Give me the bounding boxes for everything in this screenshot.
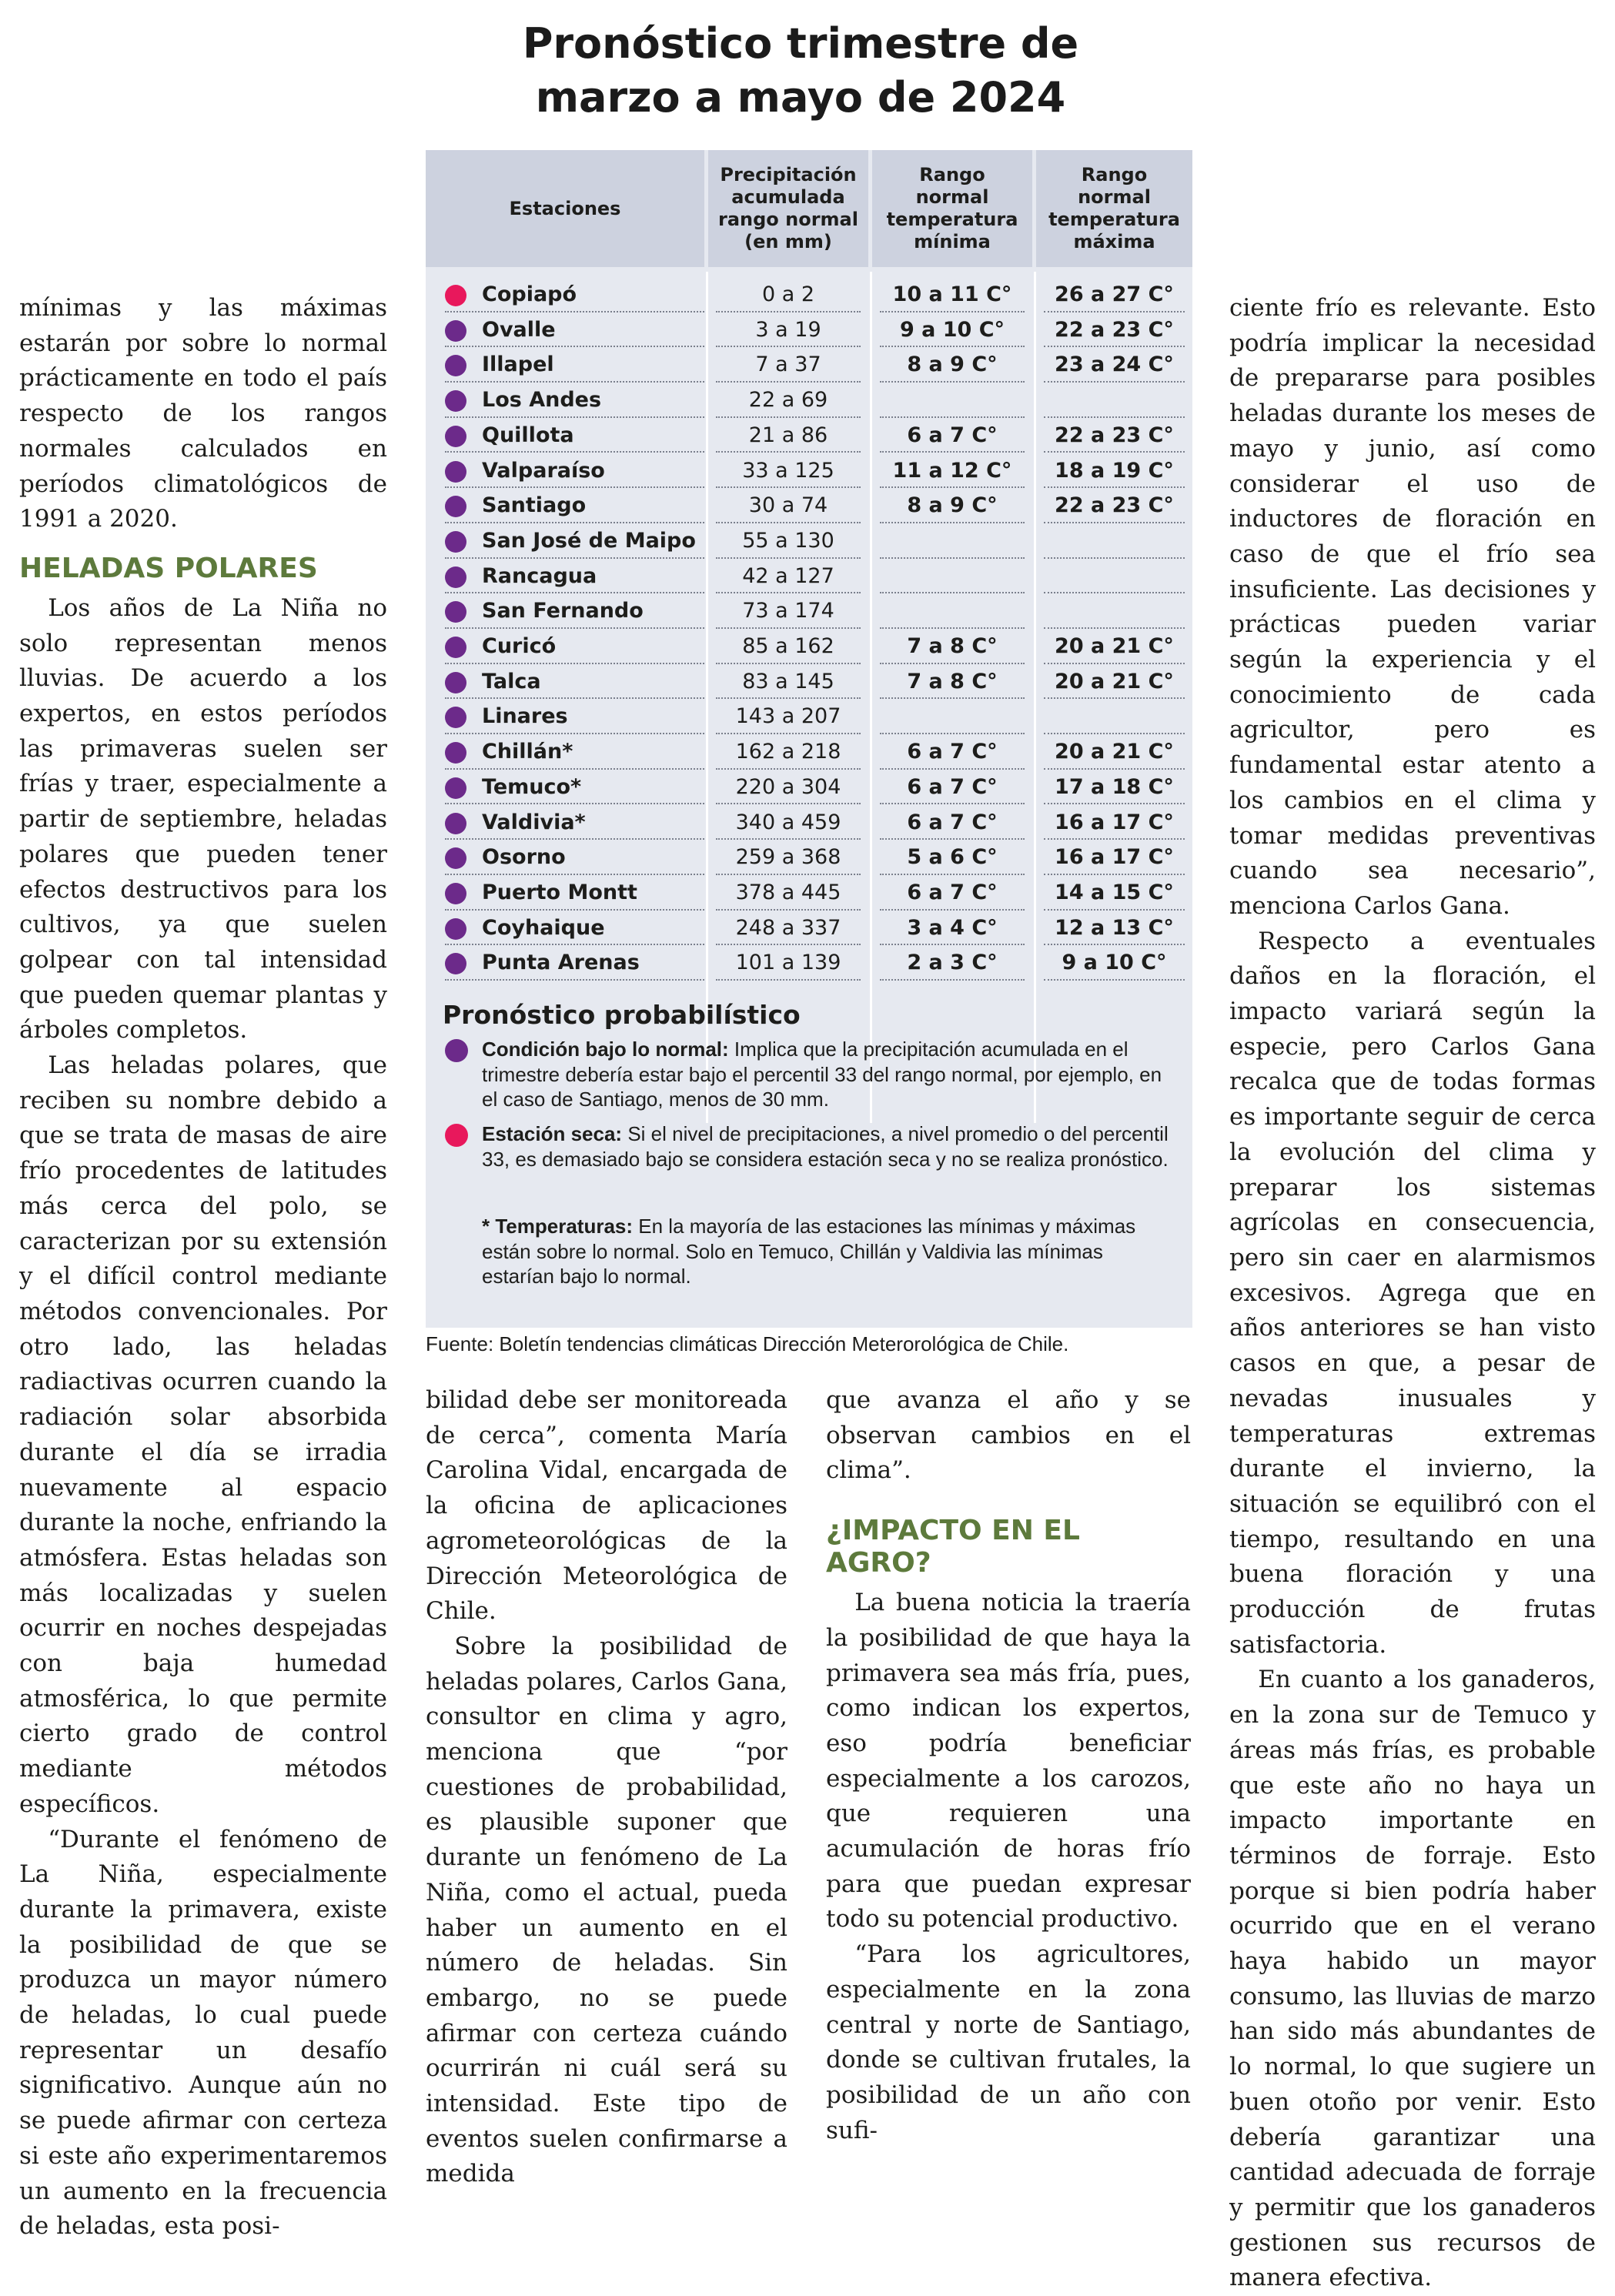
section-heading: HELADAS POLARES	[19, 552, 318, 584]
station-name: Rancagua	[482, 563, 597, 588]
max-temp-value: 18 a 19 C°	[1055, 458, 1174, 483]
max-temp-value: 16 a 17 C°	[1055, 810, 1174, 834]
page-title	[416, 17, 1185, 125]
precip-value: 101 a 139	[735, 951, 841, 975]
estacion-seca-dot-icon	[445, 285, 466, 306]
precip-value: 42 a 127	[742, 563, 834, 588]
title-line-1: Pronóstico trimestre de	[522, 19, 1079, 68]
paragraph: “Para los agricultores, especialmente en la zona central y norte de Santiago, donde se cultivan frutales, la posibilidad de un año con sufi-	[826, 1940, 1191, 2144]
max-temp-value: 9 a 10 C°	[1062, 951, 1167, 975]
table-row	[426, 347, 1192, 383]
max-temp-value: 16 a 17 C°	[1055, 845, 1174, 870]
bajo-normal-dot-icon	[445, 1039, 468, 1062]
station-name: Coyhaique	[482, 915, 605, 940]
precip-value: 55 a 130	[742, 528, 834, 553]
max-temp-value: 20 a 21 C°	[1055, 634, 1174, 658]
table-row	[426, 770, 1192, 805]
bajo-normal-dot-icon	[445, 742, 466, 764]
max-temp-value: 20 a 21 C°	[1055, 740, 1174, 764]
article-column-1	[19, 291, 387, 2244]
min-temp-value: 3 a 4 C°	[907, 915, 998, 940]
bajo-normal-dot-icon	[445, 426, 466, 447]
precip-value: 0 a 2	[761, 282, 815, 306]
table-row	[426, 945, 1192, 981]
row-divider	[880, 979, 1025, 981]
paragraph: bilidad debe ser monitoreada de cerca”, comenta María Carolina Vidal, encargada de la oficina de aplicaciones agrometeorológicas de la Dirección Meteorológica de Chile.	[426, 1386, 787, 1626]
bajo-normal-dot-icon	[445, 707, 466, 728]
paragraph: La buena noticia la traería la posibilidad de que haya la primavera sea más fría, pues, como indican los expertos, eso podría beneficiar especialmente a los carozos, que requieren una acumulación de horas frío para que puedan expresar todo su potencial productivo.	[826, 1589, 1191, 1933]
bajo-normal-dot-icon	[445, 953, 466, 974]
station-name: Ovalle	[482, 317, 556, 342]
legend-estacion-seca: Estación seca: Si el nivel de precipitaciones, a nivel promedio o del percentil 33, es demasiado bajo se considera estación seca y no se realiza pronóstico.	[482, 1122, 1169, 1171]
table-row	[426, 629, 1192, 664]
max-temp-value: 22 a 23 C°	[1055, 423, 1174, 447]
precip-value: 378 a 445	[735, 880, 841, 904]
row-divider	[1044, 979, 1185, 981]
table-row	[426, 911, 1192, 946]
bajo-normal-dot-icon	[445, 601, 466, 623]
min-temp-value: 7 a 8 C°	[907, 669, 998, 693]
paragraph: En cuanto a los ganaderos, en la zona sur de Temuco y áreas más frías, es probable que este año no haya un impacto importante en términos de forraje. Esto porque si bien podría haber ocurrido que en el verano haya habido un mayor consumo, las lluvias de marzo han sido más abundantes de lo normal, lo que sugiere un buen otoño por venir. Esto debería garantizar una cantidad adecuada de forraje y permitir que los ganaderos gestionen sus recursos de manera efectiva.	[1229, 1666, 1596, 2292]
table-row	[426, 488, 1192, 523]
precip-value: 21 a 86	[748, 423, 828, 447]
precip-value: 73 a 174	[742, 599, 834, 623]
max-temp-value: 26 a 27 C°	[1055, 282, 1174, 306]
probabilistic-title: Pronóstico probabilístico	[443, 1000, 801, 1030]
table-row	[426, 277, 1192, 312]
max-temp-value: 23 a 24 C°	[1055, 353, 1174, 377]
table-row	[426, 523, 1192, 559]
station-name: Osorno	[482, 845, 566, 870]
max-temp-value: 17 a 18 C°	[1055, 774, 1174, 799]
max-temp-value: 20 a 21 C°	[1055, 669, 1174, 693]
station-name: Los Andes	[482, 388, 602, 413]
min-temp-value: 6 a 7 C°	[907, 774, 998, 799]
table-row	[426, 593, 1192, 629]
forecast-infobox	[426, 150, 1192, 1328]
max-temp-value: 12 a 13 C°	[1055, 915, 1174, 940]
table-row	[426, 734, 1192, 770]
station-name: Illapel	[482, 353, 554, 377]
min-temp-value: 8 a 9 C°	[907, 493, 998, 518]
station-name: Valdivia*	[482, 810, 586, 834]
station-name: Santiago	[482, 493, 587, 518]
table-row	[426, 418, 1192, 453]
table-row	[426, 699, 1192, 734]
title-line-2: marzo a mayo de 2024	[535, 73, 1066, 122]
table-header	[426, 150, 1192, 272]
header-maxima: Rango normal temperatura máxima	[1036, 150, 1192, 267]
precip-value: 30 a 74	[748, 493, 828, 518]
precip-value: 259 a 368	[735, 845, 841, 870]
max-temp-value: 22 a 23 C°	[1055, 493, 1174, 518]
precip-value: 7 a 37	[755, 353, 821, 377]
precip-value: 83 a 145	[742, 669, 834, 693]
bajo-normal-dot-icon	[445, 461, 466, 483]
precip-value: 33 a 125	[742, 458, 834, 483]
bajo-normal-dot-icon	[445, 390, 466, 412]
paragraph: “Durante el fenómeno de La Niña, especialmente durante la primavera, existe la posibilidad de que se produzca un mayor número de heladas, lo cual puede representar un desafío significativo. Aunque aún no se puede afirmar con certeza si este año experimentaremos un aumento en la frecuencia de heladas, esta posi-	[19, 1825, 387, 2241]
max-temp-value: 22 a 23 C°	[1055, 317, 1174, 342]
min-temp-value: 8 a 9 C°	[907, 353, 998, 377]
table-row	[426, 664, 1192, 700]
bajo-normal-dot-icon	[445, 637, 466, 658]
min-temp-value: 6 a 7 C°	[907, 423, 998, 447]
row-divider	[445, 979, 704, 981]
paragraph: Los años de La Niña no solo representan menos lluvias. De acuerdo a los expertos, en estos períodos las primaveras suelen ser frías y traer, especialmente a partir de septiembre, heladas polares que pueden tener efectos destructivos para los cultivos, ya que suelen golpear con tal intensidad que pueden quemar plantas y árboles completos.	[19, 593, 387, 1044]
bajo-normal-dot-icon	[445, 531, 466, 553]
legend-temperaturas: * Temperaturas: En la mayoría de las estaciones las mínimas y máximas están sobre lo normal. Solo en Temuco, Chillán y Valdivia las mínimas estarían bajo lo normal.	[482, 1215, 1136, 1288]
station-name: Chillán*	[482, 740, 573, 764]
station-name: San Fernando	[482, 599, 644, 623]
paragraph: que avanza el año y se observan cambios en el clima”.	[826, 1386, 1191, 1485]
station-name: Puerto Montt	[482, 880, 637, 904]
source-note: Fuente: Boletín tendencias climáticas Dirección Meterorológica de Chile.	[426, 1332, 1069, 1355]
station-name: Curicó	[482, 634, 557, 658]
station-name: Punta Arenas	[482, 951, 640, 975]
min-temp-value: 6 a 7 C°	[907, 810, 998, 834]
estacion-seca-dot-icon	[445, 1124, 468, 1147]
table-row	[426, 805, 1192, 841]
row-divider	[716, 979, 861, 981]
article-column-3	[826, 1383, 1191, 2148]
bajo-normal-dot-icon	[445, 813, 466, 834]
station-name: Linares	[482, 704, 568, 729]
table-row	[426, 312, 1192, 348]
article-column-4	[1229, 291, 1596, 2296]
station-name: Temuco*	[482, 774, 582, 799]
bajo-normal-dot-icon	[445, 672, 466, 693]
bajo-normal-dot-icon	[445, 918, 466, 940]
min-temp-value: 2 a 3 C°	[907, 951, 998, 975]
header-precipitacion: Precipitación acumulada rango normal (en mm)	[708, 150, 868, 267]
precip-value: 162 a 218	[735, 740, 841, 764]
min-temp-value: 5 a 6 C°	[907, 845, 998, 870]
bajo-normal-dot-icon	[445, 847, 466, 869]
table-row	[426, 453, 1192, 489]
bajo-normal-dot-icon	[445, 777, 466, 799]
precip-value: 248 a 337	[735, 915, 841, 940]
min-temp-value: 9 a 10 C°	[899, 317, 1005, 342]
paragraph: Respecto a eventuales daños en la floración, el impacto variará según la especie, pero Carlos Gana recalca que de todas formas es importante seguir de cerca la evolución del clima y preparar los sistemas agrícolas en consecuencia, pero sin caer en alarmismos excesivos. Agrega que en años anteriores se han visto casos en que, a pesar de nevadas inusuales y temperaturas extremas durante el invierno, la situación se equilibró con el tiempo, resultando en una buena floración y una producción de frutas satisfactoria.	[1229, 927, 1596, 1659]
table-row	[426, 840, 1192, 875]
table-row	[426, 383, 1192, 418]
precip-value: 220 a 304	[735, 774, 841, 799]
header-minima: Rango normal temperatura mínima	[872, 150, 1032, 267]
header-estaciones: Estaciones	[426, 150, 704, 267]
article-column-2	[426, 1383, 787, 2192]
bajo-normal-dot-icon	[445, 320, 466, 342]
bajo-normal-dot-icon	[445, 355, 466, 376]
legend-bajo-normal: Condición bajo lo normal: Implica que la precipitación acumulada en el trimestre debería estar bajo el percentil 33 del rango normal, por ejemplo, en el caso de Santiago, menos de 30 mm.	[482, 1038, 1162, 1111]
min-temp-value: 11 a 12 C°	[892, 458, 1012, 483]
station-name: Copiapó	[482, 282, 577, 306]
max-temp-value: 14 a 15 C°	[1055, 880, 1174, 904]
station-name: San José de Maipo	[482, 528, 696, 553]
min-temp-value: 6 a 7 C°	[907, 740, 998, 764]
section-heading: ¿IMPACTO EN EL AGRO?	[826, 1515, 1080, 1579]
precip-value: 3 a 19	[755, 317, 821, 342]
station-name: Valparaíso	[482, 458, 605, 483]
min-temp-value: 10 a 11 C°	[892, 282, 1012, 306]
min-temp-value: 7 a 8 C°	[907, 634, 998, 658]
station-name: Talca	[482, 669, 541, 693]
paragraph: Sobre la posibilidad de heladas polares, Carlos Gana, consultor en clima y agro, menciona que “por cuestiones de probabilidad, es plausible suponer que durante un fenómeno de La Niña, como el actual, pueda haber un aumento en el número de heladas. Sin embargo, no se puede afirmar con certeza cuándo ocurrirán ni cuál será su intensidad. Este tipo de eventos suelen confirmarse a medida	[426, 1632, 787, 2188]
min-temp-value: 6 a 7 C°	[907, 880, 998, 904]
paragraph: Las heladas polares, que reciben su nombre debido a que se trata de masas de aire frío procedentes de latitudes más cerca del polo, se caracterizan por su extensión y el difícil control mediante métodos convencionales. Por otro lado, las heladas radiactivas ocurren cuando la radiación solar absorbida durante el día se irradia nuevamente al espacio durante la noche, enfriando la atmósfera. Estas heladas son más localizadas y suelen ocurrir en noches despejadas con baja humedad atmosférica, lo que permite cierto grado de control mediante métodos específicos.	[19, 1051, 387, 1818]
bajo-normal-dot-icon	[445, 883, 466, 904]
precip-value: 340 a 459	[735, 810, 841, 834]
precip-value: 143 a 207	[735, 704, 841, 729]
table-row	[426, 875, 1192, 911]
table-row	[426, 559, 1192, 594]
bajo-normal-dot-icon	[445, 566, 466, 588]
paragraph: ciente frío es relevante. Esto podría implicar la necesidad de prepararse para posibles heladas durante los meses de mayo y junio, así como considerar el uso de inductores de floración en caso de que el frío sea insuficiente. Las decisiones y prácticas pueden variar según la experiencia y el conocimiento de cada agricultor, pero es fundamental estar atento a los cambios en el clima y tomar medidas preventivas cuando sea necesario”, menciona Carlos Gana.	[1229, 294, 1596, 920]
paragraph: mínimas y las máximas estarán por sobre lo normal prácticamente en todo el país respecto de los rangos normales calculados en períodos climatológicos de 1991 a 2020.	[19, 294, 387, 533]
precip-value: 22 a 69	[748, 388, 828, 413]
station-name: Quillota	[482, 423, 574, 447]
bajo-normal-dot-icon	[445, 496, 466, 517]
precip-value: 85 a 162	[742, 634, 834, 658]
